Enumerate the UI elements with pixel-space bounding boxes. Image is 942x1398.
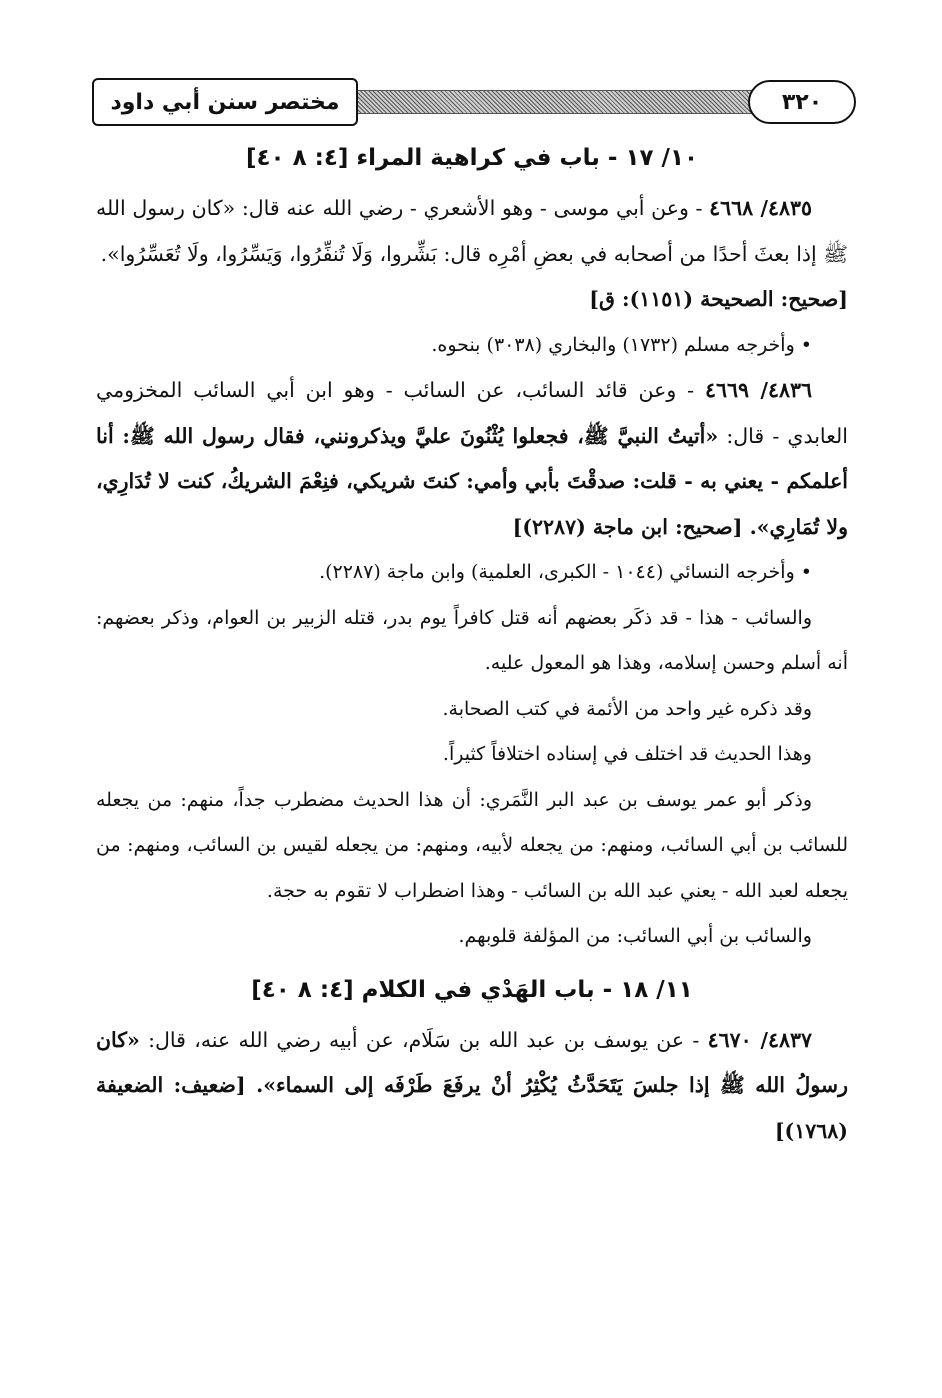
hadith-1-takhrij: • وأخرجه مسلم (١٧٣٢) والبخاري (٣٠٣٨) بنحوه. bbox=[431, 333, 812, 356]
chapter-heading-2: ١١/ ١٨ - باب الهَدْي في الكلام [٤: ٨ ٤٠] bbox=[251, 976, 693, 1003]
hadith-2 bbox=[96, 368, 848, 550]
book-title-box bbox=[92, 78, 358, 126]
hadith-1-text: - وعن أبي موسى - وهو الأشعري - رضي الله عنه قال: «كان رسول الله ﷺ إذا بعثَ أحدًا من أصحابه في بعضِ أمْرِه قال: بَشِّروا، وَلَا تُنفِّرُوا، وَيَسِّرُوا، ولَا تُعَسِّرُوا». bbox=[96, 196, 848, 266]
hadith-2-intro: - وعن قائد السائب، عن السائب - وهو ابن أبي السائب المخزومي العابدي - قال: bbox=[96, 378, 848, 448]
hadith-1 bbox=[96, 186, 848, 277]
page-body bbox=[96, 134, 848, 1154]
page-header bbox=[92, 78, 862, 126]
hadith-3-text: «كان رسولُ الله ﷺ إذا جلسَ يَتَحَدَّثُ يُكْثِرُ أنْ يرفَعَ طَرْفَه إلى السماء». bbox=[96, 1027, 848, 1097]
hadith-3-grade: [ضعيف: الضعيفة (١٧٦٨)] bbox=[96, 1073, 848, 1143]
hadith-1-grade: [صحيح: الصحيحة (١١٥١): ق] bbox=[589, 287, 848, 311]
chapter-heading-1: ١٠/ ١٧ - باب في كراهية المراء [٤: ٨ ٤٠] bbox=[245, 145, 699, 171]
hadith-1-number: ٤٨٣٥/ ٤٦٦٨ bbox=[709, 196, 813, 220]
commentary-4: وذكر أبو عمر يوسف بن عبد البر النَّمَري: أن هذا الحديث مضطرب جداً، منهم: من يجعله للسائب بن أبي السائب، ومنهم: من يجعله لأبيه، ومنهم: من يجعله لقيس بن السائب، ومنهم: من يجعله لعبد الله - يعني عبد الله بن السائب - وهذا اضطراب لا تقوم به حجة. bbox=[96, 788, 848, 902]
page-number-box bbox=[748, 80, 856, 124]
commentary-2: وقد ذكره غير واحد من الأئمة في كتب الصحابة. bbox=[442, 697, 812, 720]
hadith-3 bbox=[96, 1018, 848, 1155]
commentary-1: والسائب - هذا - قد ذكَر بعضهم أنه قتل كافراً يوم بدر، قتله الزبير بن العوام، وذكر بعضهم: أنه أسلم وحسن إسلامه، وهذا هو المعول عليه. bbox=[96, 606, 848, 674]
hadith-2-grade: [صحيح: ابن ماجة (٢٢٨٧)] bbox=[512, 514, 750, 539]
hadith-3-intro: - عن يوسف بن عبد الله بن سَلَام، عن أبيه رضي الله عنه، قال: bbox=[139, 1027, 708, 1052]
hadith-2-number: ٤٨٣٦/ ٤٦٦٩ bbox=[704, 378, 813, 402]
hadith-2-text: «أتيتُ النبيَّ ﷺ، فجعلوا يُثْنُونَ عليَّ ويذكرونني، فقال رسول الله ﷺ: أنا أعلمكم - يعني به - قلت: صدقْتَ بأبي وأمي: كنتَ شريكي، فنِعْمَ الشريكُ، كنت لا تُدَارِي، ولا تُمَارِي». bbox=[96, 423, 848, 539]
hadith-2-takhrij: • وأخرجه النسائي (١٠٤٤ - الكبرى، العلمية) وابن ماجة (٢٢٨٧). bbox=[319, 561, 812, 583]
page-number: ٣٢٠ bbox=[781, 89, 823, 115]
commentary-3: وهذا الحديث قد اختلف في إسناده اختلافاً كثيراً. bbox=[442, 743, 812, 765]
hadith-3-number: ٤٨٣٧/ ٤٦٧٠ bbox=[707, 1027, 813, 1052]
commentary-5: والسائب بن أبي السائب: من المؤلفة قلوبهم. bbox=[458, 925, 812, 947]
book-title: مختصر سنن أبي داود bbox=[110, 89, 340, 115]
